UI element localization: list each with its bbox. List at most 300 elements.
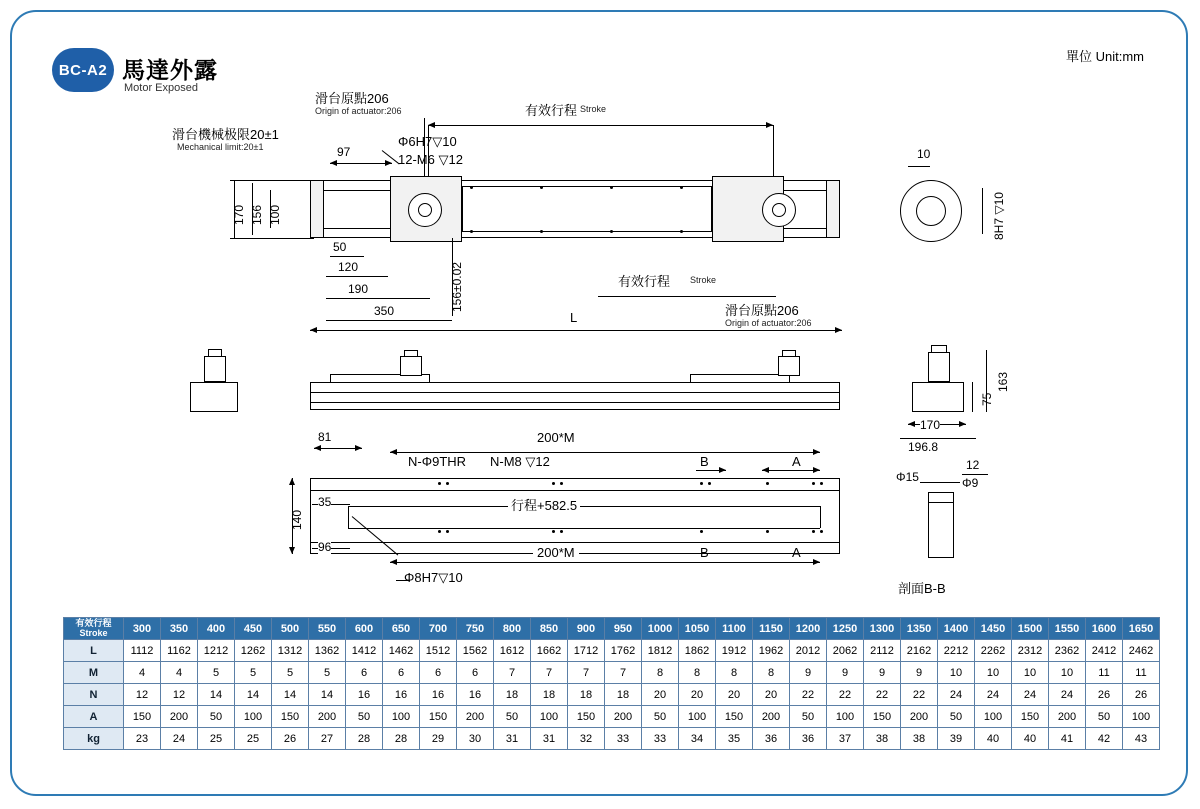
dim-120: 120: [338, 260, 359, 274]
arrow: [959, 421, 966, 427]
table-cell: 26: [1123, 684, 1160, 706]
hole-dot: [560, 530, 563, 533]
section-caption: 剖面B-B: [898, 581, 946, 596]
table-cell: 8: [679, 662, 716, 684]
hole-dot: [470, 186, 473, 189]
table-cell: 1612: [494, 640, 531, 662]
front-view-body: [310, 382, 840, 410]
stroke-bottom-cn: 有效行程: [618, 274, 671, 289]
bottom-view-line: [310, 490, 840, 491]
stroke-top-cn: 有效行程: [525, 103, 578, 118]
table-cell: 18: [531, 684, 568, 706]
table-cell: 100: [383, 706, 420, 728]
dim-line-12: [962, 474, 988, 475]
hole-dot: [446, 482, 449, 485]
arrow: [813, 559, 820, 565]
table-cell: 200: [161, 706, 198, 728]
stroke-plus-label: 行程+582.5: [508, 495, 580, 514]
table-cell: 20: [716, 684, 753, 706]
dim-75: 75: [980, 392, 994, 406]
table-cell: 34: [679, 728, 716, 750]
side-view-right-body: [912, 382, 964, 412]
hole-dot: [540, 186, 543, 189]
hole-dot: [446, 530, 449, 533]
table-cell: 23: [124, 728, 161, 750]
table-col-header: 350: [161, 618, 198, 640]
origin-bottom-en: Origin of actuator:206: [725, 318, 812, 328]
table-col-header: 1150: [753, 618, 790, 640]
arrow: [719, 467, 726, 473]
table-col-header: 750: [457, 618, 494, 640]
table-cell: 200: [605, 706, 642, 728]
table-cell: 2262: [975, 640, 1012, 662]
table-cell: 200: [457, 706, 494, 728]
flange-inner: [916, 196, 946, 226]
table-col-header: 1550: [1049, 618, 1086, 640]
table-cell: 5: [198, 662, 235, 684]
table-cell: 14: [309, 684, 346, 706]
hole-callout-1: Φ6H7▽10: [398, 134, 457, 149]
table-col-header: 1600: [1086, 618, 1123, 640]
dim-350: 350: [374, 304, 395, 318]
table-cell: 26: [1086, 684, 1123, 706]
table-cell: 7: [605, 662, 642, 684]
table-cell: 36: [753, 728, 790, 750]
table-cell: 43: [1123, 728, 1160, 750]
table-cell: 10: [1049, 662, 1086, 684]
arrow: [908, 421, 915, 427]
arrow: [766, 122, 773, 128]
top-view-motor-right-inner: [772, 203, 786, 217]
table-cell: 14: [272, 684, 309, 706]
table-cell: 33: [605, 728, 642, 750]
side-view-left-motor: [204, 356, 226, 382]
table-col-header: 1200: [790, 618, 827, 640]
table-cell: 9: [827, 662, 864, 684]
table-cell: 7: [531, 662, 568, 684]
stroke-top-en: Stroke: [580, 104, 607, 114]
table-row: [64, 662, 1160, 684]
thread-callout-2: N-M8 ▽12: [490, 454, 550, 469]
side-view-right-motor-cap: [931, 345, 947, 353]
dim-200M-bottom: 200*M: [533, 545, 579, 560]
mark-A-top: A: [792, 454, 801, 469]
table-col-header: 550: [309, 618, 346, 640]
hole-dot: [680, 230, 683, 233]
ext-line: [230, 180, 314, 181]
table-col-header: 600: [346, 618, 383, 640]
ext-line: [230, 238, 314, 239]
hole-dot: [470, 230, 473, 233]
table-cell: 1662: [531, 640, 568, 662]
dim-line-8h7: [982, 188, 983, 234]
table-cell: 22: [790, 684, 827, 706]
table-row: [64, 640, 1160, 662]
table-cell: 39: [938, 728, 975, 750]
table-cell: 1512: [420, 640, 457, 662]
side-view-left-body: [190, 382, 238, 412]
arrow: [355, 445, 362, 451]
arrow: [390, 559, 397, 565]
dim-35: 35: [318, 495, 332, 509]
table-cell: 4: [124, 662, 161, 684]
mark-B-top: B: [700, 454, 709, 469]
arrow: [390, 449, 397, 455]
table-cell: 20: [679, 684, 716, 706]
front-view-motor-cap-right: [782, 350, 796, 357]
table-cell: 4: [161, 662, 198, 684]
table-col-header: 400: [198, 618, 235, 640]
table-cell: 2412: [1086, 640, 1123, 662]
table-cell: 14: [198, 684, 235, 706]
table-cell: 1862: [679, 640, 716, 662]
dim-163: 163: [996, 371, 1010, 392]
table-cell: 40: [975, 728, 1012, 750]
dim-line-350: [326, 320, 452, 321]
table-col-header: 1400: [938, 618, 975, 640]
table-row-header: kg: [64, 728, 124, 750]
page-title-cn: 馬達外露: [122, 57, 218, 83]
table-cell: 150: [568, 706, 605, 728]
hole-dot: [610, 186, 613, 189]
table-cell: 1562: [457, 640, 494, 662]
table-col-header: 950: [605, 618, 642, 640]
bottom-view-line: [348, 506, 349, 528]
table-cell: 100: [679, 706, 716, 728]
table-cell: 150: [1012, 706, 1049, 728]
front-view-motor-right: [778, 356, 800, 376]
table-cell: 100: [531, 706, 568, 728]
table-col-header: 650: [383, 618, 420, 640]
table-cell: 100: [1123, 706, 1160, 728]
table-col-header: 900: [568, 618, 605, 640]
table-cell: 5: [235, 662, 272, 684]
table-cell: 2062: [827, 640, 864, 662]
page-title-en: Motor Exposed: [124, 82, 198, 94]
ext-line: [773, 125, 774, 177]
hole-dot: [708, 482, 711, 485]
table-cell: 50: [790, 706, 827, 728]
table-cell: 16: [457, 684, 494, 706]
arrow: [330, 160, 337, 166]
table-cell: 50: [198, 706, 235, 728]
table-cell: 41: [1049, 728, 1086, 750]
dim-81: 81: [318, 430, 332, 444]
origin-bottom-cn: 滑台原點206: [725, 303, 799, 318]
dim-line-200M-top: [390, 452, 820, 453]
table-row-header: M: [64, 662, 124, 684]
dim-190: 190: [348, 282, 369, 296]
table-cell: 40: [1012, 728, 1049, 750]
dim-line-L: [310, 330, 842, 331]
table-col-header: 1650: [1123, 618, 1160, 640]
arrow: [813, 467, 820, 473]
hole-dot: [700, 482, 703, 485]
dim-line-stroke-top: [428, 125, 773, 126]
table-cell: 100: [975, 706, 1012, 728]
table-cell: 31: [494, 728, 531, 750]
table-cell: 16: [383, 684, 420, 706]
table-cell: 18: [605, 684, 642, 706]
dim-line-50: [330, 256, 364, 257]
hole-dot: [820, 482, 823, 485]
front-view-motor-left: [400, 356, 422, 376]
mech-limit-en: Mechanical limit:20±1: [177, 142, 264, 152]
table-cell: 7: [568, 662, 605, 684]
table-cell: 1912: [716, 640, 753, 662]
table-row: [64, 728, 1160, 750]
table-cell: 1312: [272, 640, 309, 662]
table-cell: 38: [901, 728, 938, 750]
table-cell: 25: [235, 728, 272, 750]
table-cell: 35: [716, 728, 753, 750]
arrow: [314, 445, 321, 451]
dim-140: 140: [290, 509, 304, 530]
top-view-left-cap: [310, 180, 324, 238]
table-cell: 50: [1086, 706, 1123, 728]
hole-dot: [560, 482, 563, 485]
top-view-slider-plate: [462, 186, 712, 232]
table-cell: 1262: [235, 640, 272, 662]
table-cell: 11: [1123, 662, 1160, 684]
dim-line-120: [326, 276, 388, 277]
dim-10-right: 10: [917, 147, 931, 161]
table-cell: 22: [827, 684, 864, 706]
bottom-view-line: [348, 506, 820, 507]
table-col-header: 1450: [975, 618, 1012, 640]
table-col-header: 1300: [864, 618, 901, 640]
dim-12: 12: [966, 458, 980, 472]
table-cell: 150: [864, 706, 901, 728]
hole-dot: [766, 482, 769, 485]
table-cell: 50: [494, 706, 531, 728]
mech-limit-cn: 滑台機械极限20±1: [172, 127, 279, 142]
dim-96: 96: [318, 540, 332, 554]
table-cell: 9: [901, 662, 938, 684]
table-cell: 22: [901, 684, 938, 706]
hole-dot: [552, 530, 555, 533]
table-cell: 20: [753, 684, 790, 706]
table-row: [64, 706, 1160, 728]
table-cell: 27: [309, 728, 346, 750]
dim-line-200M-bottom: [390, 562, 820, 563]
arrow: [385, 160, 392, 166]
table-cell: 24: [938, 684, 975, 706]
table-cell: 200: [309, 706, 346, 728]
hole-dot: [700, 530, 703, 533]
table-cell: 6: [346, 662, 383, 684]
table-cell: 100: [827, 706, 864, 728]
table-cell: 200: [753, 706, 790, 728]
table-cell: 28: [383, 728, 420, 750]
dim-line-196: [900, 438, 976, 439]
dim-100: 100: [268, 204, 282, 225]
table-cell: 28: [346, 728, 383, 750]
table-cell: 12: [161, 684, 198, 706]
table-cell: 26: [272, 728, 309, 750]
mark-B-bottom-line: [696, 562, 726, 563]
table-cell: 9: [790, 662, 827, 684]
table-col-header: 1100: [716, 618, 753, 640]
table-cell: 5: [309, 662, 346, 684]
table-col-header: 300: [124, 618, 161, 640]
model-badge: BC-A2: [52, 48, 114, 92]
hole-callout-bottom: Φ8H7▽10: [404, 570, 463, 585]
table-cell: 30: [457, 728, 494, 750]
table-cell: 2312: [1012, 640, 1049, 662]
dim-156: 156: [250, 204, 264, 225]
table-row: [64, 684, 1160, 706]
table-cell: 5: [272, 662, 309, 684]
table-cell: 8: [716, 662, 753, 684]
table-col-header: 1250: [827, 618, 864, 640]
table-cell: 2462: [1123, 640, 1160, 662]
table-cell: 8: [753, 662, 790, 684]
table-cell: 22: [864, 684, 901, 706]
front-view-motor-cap-left: [404, 350, 418, 357]
table-cell: 2212: [938, 640, 975, 662]
hole-dot: [540, 230, 543, 233]
table-cell: 200: [901, 706, 938, 728]
table-cell: 7: [494, 662, 531, 684]
dim-phi15: Φ15: [896, 470, 919, 484]
corner-label-en: Stroke: [79, 627, 108, 638]
hole-dot: [820, 530, 823, 533]
table-cell: 2362: [1049, 640, 1086, 662]
hole-dot: [766, 530, 769, 533]
table-cell: 33: [642, 728, 679, 750]
table-cell: 150: [716, 706, 753, 728]
table-cell: 10: [938, 662, 975, 684]
top-view-right-cap: [826, 180, 840, 238]
corner-label-cn: 有效行程: [75, 618, 112, 629]
arrow: [835, 327, 842, 333]
table-cell: 24: [975, 684, 1012, 706]
table-col-header: 1500: [1012, 618, 1049, 640]
table-cell: 1762: [605, 640, 642, 662]
table-cell: 20: [642, 684, 679, 706]
origin-top-cn: 滑台原點206: [315, 91, 389, 106]
arrow: [289, 478, 295, 485]
table-cell: 1812: [642, 640, 679, 662]
table-cell: 6: [457, 662, 494, 684]
dim-L: L: [570, 310, 578, 325]
table-cell: 1412: [346, 640, 383, 662]
hole-dot: [680, 186, 683, 189]
table-col-header: 1350: [901, 618, 938, 640]
table-cell: 150: [124, 706, 161, 728]
origin-top-en: Origin of actuator:206: [315, 106, 402, 116]
table-cell: 14: [235, 684, 272, 706]
dim-156-tol: 156±0.02: [450, 262, 464, 312]
arrow: [310, 327, 317, 333]
table-cell: 2012: [790, 640, 827, 662]
dim-170-right: 170: [920, 418, 941, 432]
table-row-header: N: [64, 684, 124, 706]
table-cell: 200: [1049, 706, 1086, 728]
arrow: [762, 467, 769, 473]
dim-196-8: 196.8: [908, 440, 939, 454]
table-cell: 18: [494, 684, 531, 706]
table-cell: 16: [420, 684, 457, 706]
dim-8h7: 8H7 ▽10: [992, 192, 1006, 240]
table-cell: 1112: [124, 640, 161, 662]
table-cell: 31: [531, 728, 568, 750]
table-cell: 1712: [568, 640, 605, 662]
dim-phi9: Φ9: [962, 476, 979, 490]
mark-A-top-line: [762, 470, 820, 471]
hole-dot: [610, 230, 613, 233]
dim-line-phi15: [920, 482, 960, 483]
table-cell: 18: [568, 684, 605, 706]
dim-line-stroke-bottom: [598, 296, 776, 297]
table-cell: 50: [938, 706, 975, 728]
ext-line: [428, 125, 429, 177]
table-col-header: 700: [420, 618, 457, 640]
table-cell: 10: [1012, 662, 1049, 684]
table-col-header: 1050: [679, 618, 716, 640]
front-view-carriage-right: [690, 374, 790, 383]
hole-dot: [438, 530, 441, 533]
table-cell: 150: [272, 706, 309, 728]
table-cell: 1962: [753, 640, 790, 662]
arrow: [289, 547, 295, 554]
table-col-header: 500: [272, 618, 309, 640]
spec-table: [63, 617, 1160, 750]
stroke-bottom-en: Stroke: [690, 275, 717, 285]
table-cell: 24: [1012, 684, 1049, 706]
table-cell: 2112: [864, 640, 901, 662]
table-cell: 9: [864, 662, 901, 684]
table-cell: 2162: [901, 640, 938, 662]
table-header-row: [64, 618, 1160, 640]
side-view-left-motor-cap: [208, 349, 222, 357]
arrow: [813, 449, 820, 455]
table-cell: 32: [568, 728, 605, 750]
table-cell: 50: [642, 706, 679, 728]
table-cell: 100: [235, 706, 272, 728]
table-cell: 24: [161, 728, 198, 750]
table-cell: 37: [827, 728, 864, 750]
dim-170: 170: [232, 204, 246, 225]
table-cell: 12: [124, 684, 161, 706]
side-view-right-motor: [928, 352, 950, 382]
table-cell: 25: [198, 728, 235, 750]
table-cell: 10: [975, 662, 1012, 684]
table-cell: 1162: [161, 640, 198, 662]
table-cell: 8: [642, 662, 679, 684]
table-cell: 11: [1086, 662, 1123, 684]
hole-dot: [552, 482, 555, 485]
bottom-view-line: [820, 506, 821, 528]
unit-label: 單位 Unit:mm: [1065, 49, 1144, 64]
dim-line-10: [908, 166, 930, 167]
mark-A-bottom: A: [792, 545, 801, 560]
front-view-line: [310, 392, 840, 393]
front-view-line: [310, 402, 840, 403]
table-col-header: 450: [235, 618, 272, 640]
dim-line-75: [972, 382, 973, 412]
mark-B-bottom: B: [700, 545, 709, 560]
section-line: [928, 502, 954, 503]
table-cell: 36: [790, 728, 827, 750]
table-col-header: 800: [494, 618, 531, 640]
table-corner-cell: [64, 618, 124, 640]
table-cell: 150: [420, 706, 457, 728]
table-cell: 1462: [383, 640, 420, 662]
table-cell: 29: [420, 728, 457, 750]
table-cell: 38: [864, 728, 901, 750]
